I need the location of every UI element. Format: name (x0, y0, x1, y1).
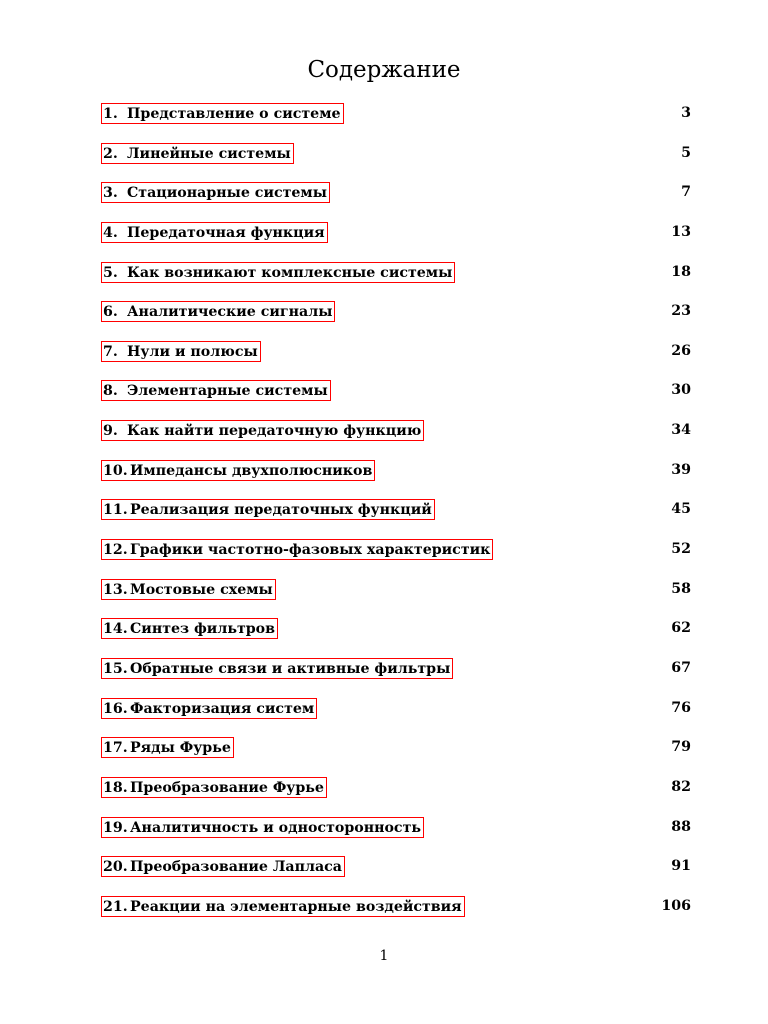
toc-entry-link[interactable] (101, 856, 345, 877)
toc-entry (101, 380, 691, 420)
toc-entry-link[interactable] (101, 301, 335, 322)
toc-entry (101, 698, 691, 738)
toc-entry-link[interactable] (101, 143, 294, 164)
toc-entry-title: Факторизация систем (130, 700, 315, 717)
toc-entry-link[interactable] (101, 579, 276, 600)
toc-entry-title: Представление о системе (127, 106, 341, 122)
toc-entry (101, 737, 691, 777)
toc-entry-title: Передаточная функция (127, 224, 325, 241)
toc-entry (101, 856, 691, 896)
toc-entry-title: Нули и полюсы (127, 343, 258, 360)
toc-entry-page: 82 (671, 778, 691, 795)
toc-entry-title: Как возникают комплексные системы (127, 264, 453, 281)
toc-entry (101, 896, 691, 936)
toc-entry-link[interactable] (101, 817, 424, 838)
toc-entry-page: 7 (681, 184, 691, 201)
toc-entry-page: 67 (671, 659, 691, 676)
toc-entry-link[interactable] (101, 341, 261, 362)
toc-entry-title: Преобразование Фурье (130, 779, 324, 796)
toc-entry-number: 16. (103, 700, 128, 717)
toc-entry-number: 14. (103, 621, 128, 638)
toc-entry-title: Синтез фильтров (130, 621, 275, 638)
toc-entry (101, 618, 691, 658)
toc-entry-number: 6. (103, 304, 118, 321)
toc-entry-link[interactable] (101, 896, 465, 917)
toc-entry-title: Обратные связи и активные фильтры (130, 660, 451, 677)
toc-entry-number: 2. (103, 145, 118, 162)
table-of-contents (101, 103, 691, 935)
toc-entry-link[interactable] (101, 262, 455, 283)
toc-entry-page: 62 (671, 620, 691, 637)
toc-entry-page: 23 (671, 303, 691, 320)
toc-entry-title: Стационарные системы (127, 185, 327, 202)
toc-entry-number: 20. (103, 859, 128, 876)
toc-entry-page: 45 (671, 501, 691, 518)
toc-entry (101, 262, 691, 302)
toc-entry-title: Импедансы двухполюсников (130, 462, 373, 479)
toc-entry (101, 777, 691, 817)
page-number: 1 (379, 948, 389, 964)
toc-entry-link[interactable] (101, 777, 327, 798)
toc-entry-page: 58 (671, 580, 691, 597)
toc-entry (101, 182, 691, 222)
toc-entry (101, 658, 691, 698)
toc-entry-title: Как найти передаточную функцию (127, 423, 422, 440)
toc-entry-number: 7. (103, 343, 118, 360)
toc-entry (101, 817, 691, 857)
toc-entry-title: Реализация передаточных функций (130, 502, 432, 519)
toc-entry-number: 3. (103, 185, 118, 202)
toc-entry-link[interactable] (101, 618, 278, 639)
toc-entry-title: Линейные системы (127, 145, 291, 162)
toc-entry-page: 39 (671, 461, 691, 478)
toc-entry-number: 4. (103, 224, 118, 241)
toc-entry (101, 579, 691, 619)
toc-entry-page: 34 (671, 422, 691, 439)
toc-entry-number: 5. (103, 264, 118, 281)
toc-entry-title: Элементарные системы (127, 383, 328, 400)
toc-entry-link[interactable] (101, 380, 331, 401)
toc-entry-number: 9. (103, 423, 118, 440)
toc-entry-number: 11. (103, 502, 128, 519)
toc-entry (101, 222, 691, 262)
toc-entry-link[interactable] (101, 698, 317, 719)
toc-entry-number: 8. (103, 383, 118, 400)
toc-entry (101, 539, 691, 579)
toc-entry-number: 10. (103, 462, 128, 479)
toc-entry (101, 143, 691, 183)
toc-entry (101, 460, 691, 500)
toc-entry-link[interactable] (101, 499, 435, 520)
toc-entry-title: Мостовые схемы (130, 581, 273, 598)
toc-entry-page: 79 (671, 739, 691, 756)
toc-entry-page: 52 (671, 541, 691, 558)
toc-entry-title: Преобразование Лапласа (130, 859, 342, 876)
toc-entry-page: 13 (671, 223, 691, 240)
toc-entry (101, 499, 691, 539)
toc-entry-number: 13. (103, 581, 128, 598)
toc-entry-title: Ряды Фурье (130, 740, 231, 757)
page-title: Содержание (307, 57, 461, 83)
toc-entry-page: 5 (681, 144, 691, 161)
toc-entry-number: 19. (103, 819, 128, 836)
toc-entry (101, 103, 691, 143)
toc-entry-page: 91 (671, 858, 691, 875)
toc-entry-title: Реакции на элементарные воздействия (130, 898, 462, 915)
toc-entry-link[interactable] (101, 737, 234, 758)
toc-entry-link[interactable] (101, 182, 330, 203)
toc-entry (101, 301, 691, 341)
toc-entry-link[interactable] (101, 539, 493, 560)
toc-entry-number: 1. (103, 106, 118, 122)
toc-entry-page: 26 (671, 342, 691, 359)
toc-entry-page: 76 (671, 699, 691, 716)
toc-entry-number: 15. (103, 660, 128, 677)
toc-entry-link[interactable] (101, 460, 375, 481)
toc-entry-link[interactable] (101, 658, 453, 679)
toc-entry-number: 18. (103, 779, 128, 796)
toc-entry-title: Аналитические сигналы (127, 304, 333, 321)
toc-entry (101, 341, 691, 381)
toc-entry-page: 18 (671, 263, 691, 280)
toc-entry-title: Аналитичность и односторонность (130, 819, 421, 836)
toc-entry-number: 12. (103, 542, 128, 559)
toc-entry-page: 88 (671, 818, 691, 835)
toc-entry-title: Графики частотно-фазовых характеристик (130, 542, 491, 559)
toc-entry-page: 30 (671, 382, 691, 399)
toc-entry-page: 3 (681, 105, 691, 121)
toc-entry-number: 21. (103, 898, 128, 915)
toc-entry-link[interactable] (101, 222, 328, 243)
toc-entry (101, 420, 691, 460)
toc-entry-number: 17. (103, 740, 128, 757)
toc-entry-link[interactable] (101, 103, 344, 124)
toc-entry-link[interactable] (101, 420, 424, 441)
toc-entry-page: 106 (661, 897, 691, 914)
